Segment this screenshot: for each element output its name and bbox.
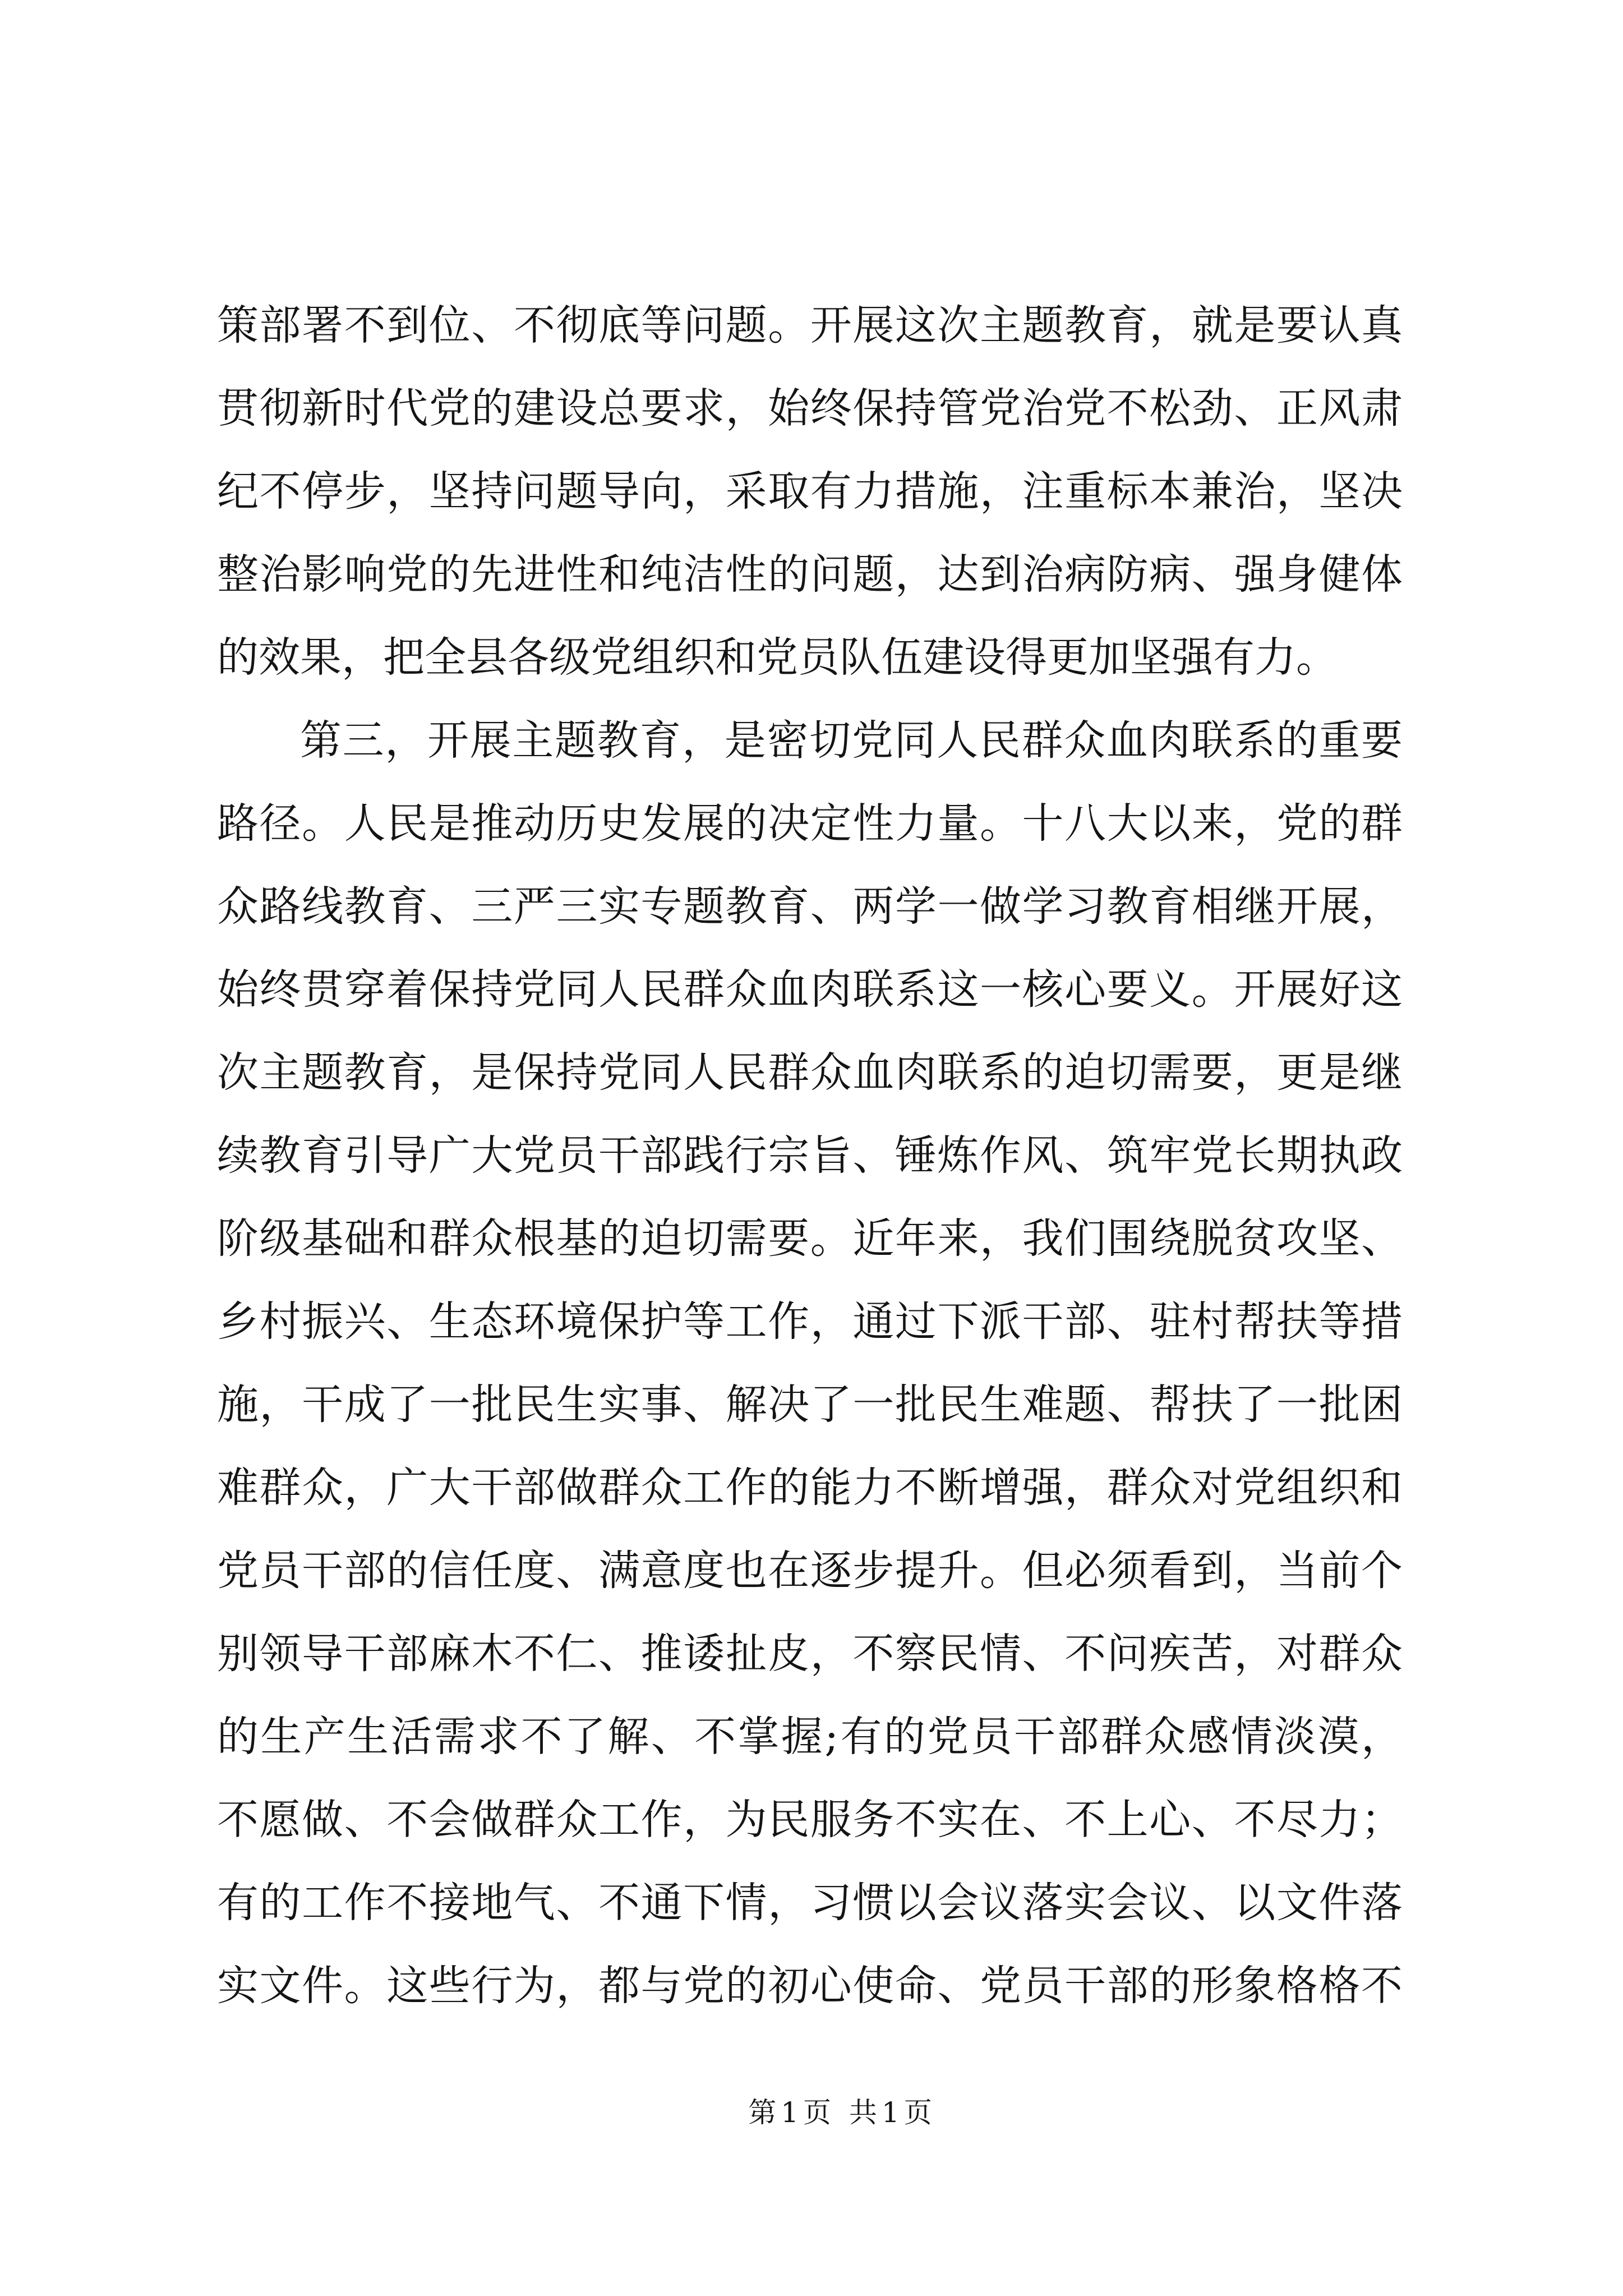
text-line: 施，干成了一批民生实事、解决了一批民生难题、帮扶了一批困	[217, 1381, 1403, 1429]
text-line: 续教育引导广大党员干部践行宗旨、锤炼作风、筑牢党长期执政	[217, 1131, 1403, 1180]
text-line: 路径。人民是推动历史发展的决定性力量。十八大以来，党的群	[217, 799, 1403, 848]
paragraph-continued	[217, 284, 1403, 699]
text-line: 次主题教育，是保持党同人民群众血肉联系的迫切需要，更是继	[217, 1048, 1403, 1097]
text-line: 的生产生活需求不了解、不掌握;有的党员干部群众感情淡漠，	[217, 1713, 1403, 1761]
paragraph-third-point	[217, 699, 1403, 2027]
text-line: 难群众，广大干部做群众工作的能力不断增强，群众对党组织和	[217, 1464, 1403, 1512]
page-footer: 第1页 共1页	[748, 2096, 937, 2129]
text-line: 乡村振兴、生态环境保护等工作，通过下派干部、驻村帮扶等措	[217, 1297, 1403, 1346]
text-line: 众路线教育、三严三实专题教育、两学一做学习教育相继开展，	[217, 882, 1403, 931]
text-line: 有的工作不接地气、不通下情，习惯以会议落实会议、以文件落	[217, 1879, 1403, 1927]
text-line: 策部署不到位、不彻底等问题。开展这次主题教育，就是要认真	[217, 301, 1403, 349]
text-line: 实文件。这些行为，都与党的初心使命、党员干部的形象格格不	[217, 1962, 1403, 2010]
body-text	[217, 284, 1403, 2027]
text-line: 别领导干部麻木不仁、推诿扯皮，不察民情、不问疾苦，对群众	[217, 1630, 1403, 1678]
text-line: 第三，开展主题教育，是密切党同人民群众血肉联系的重要	[300, 716, 1403, 765]
text-line: 贯彻新时代党的建设总要求，始终保持管党治党不松劲、正风肃	[217, 384, 1403, 432]
text-line: 阶级基础和群众根基的迫切需要。近年来，我们围绕脱贫攻坚、	[217, 1214, 1403, 1263]
text-line: 党员干部的信任度、满意度也在逐步提升。但必须看到，当前个	[217, 1547, 1403, 1595]
text-line: 整治影响党的先进性和纯洁性的问题，达到治病防病、强身健体	[217, 550, 1403, 599]
text-line: 纪不停步，坚持问题导向，采取有力措施，注重标本兼治，坚决	[217, 467, 1403, 516]
text-line: 不愿做、不会做群众工作，为民服务不实在、不上心、不尽力；	[217, 1796, 1403, 1844]
text-line: 的效果，把全县各级党组织和党员队伍建设得更加坚强有力。	[217, 633, 1338, 682]
text-line: 始终贯穿着保持党同人民群众血肉联系这一核心要义。开展好这	[217, 965, 1403, 1014]
